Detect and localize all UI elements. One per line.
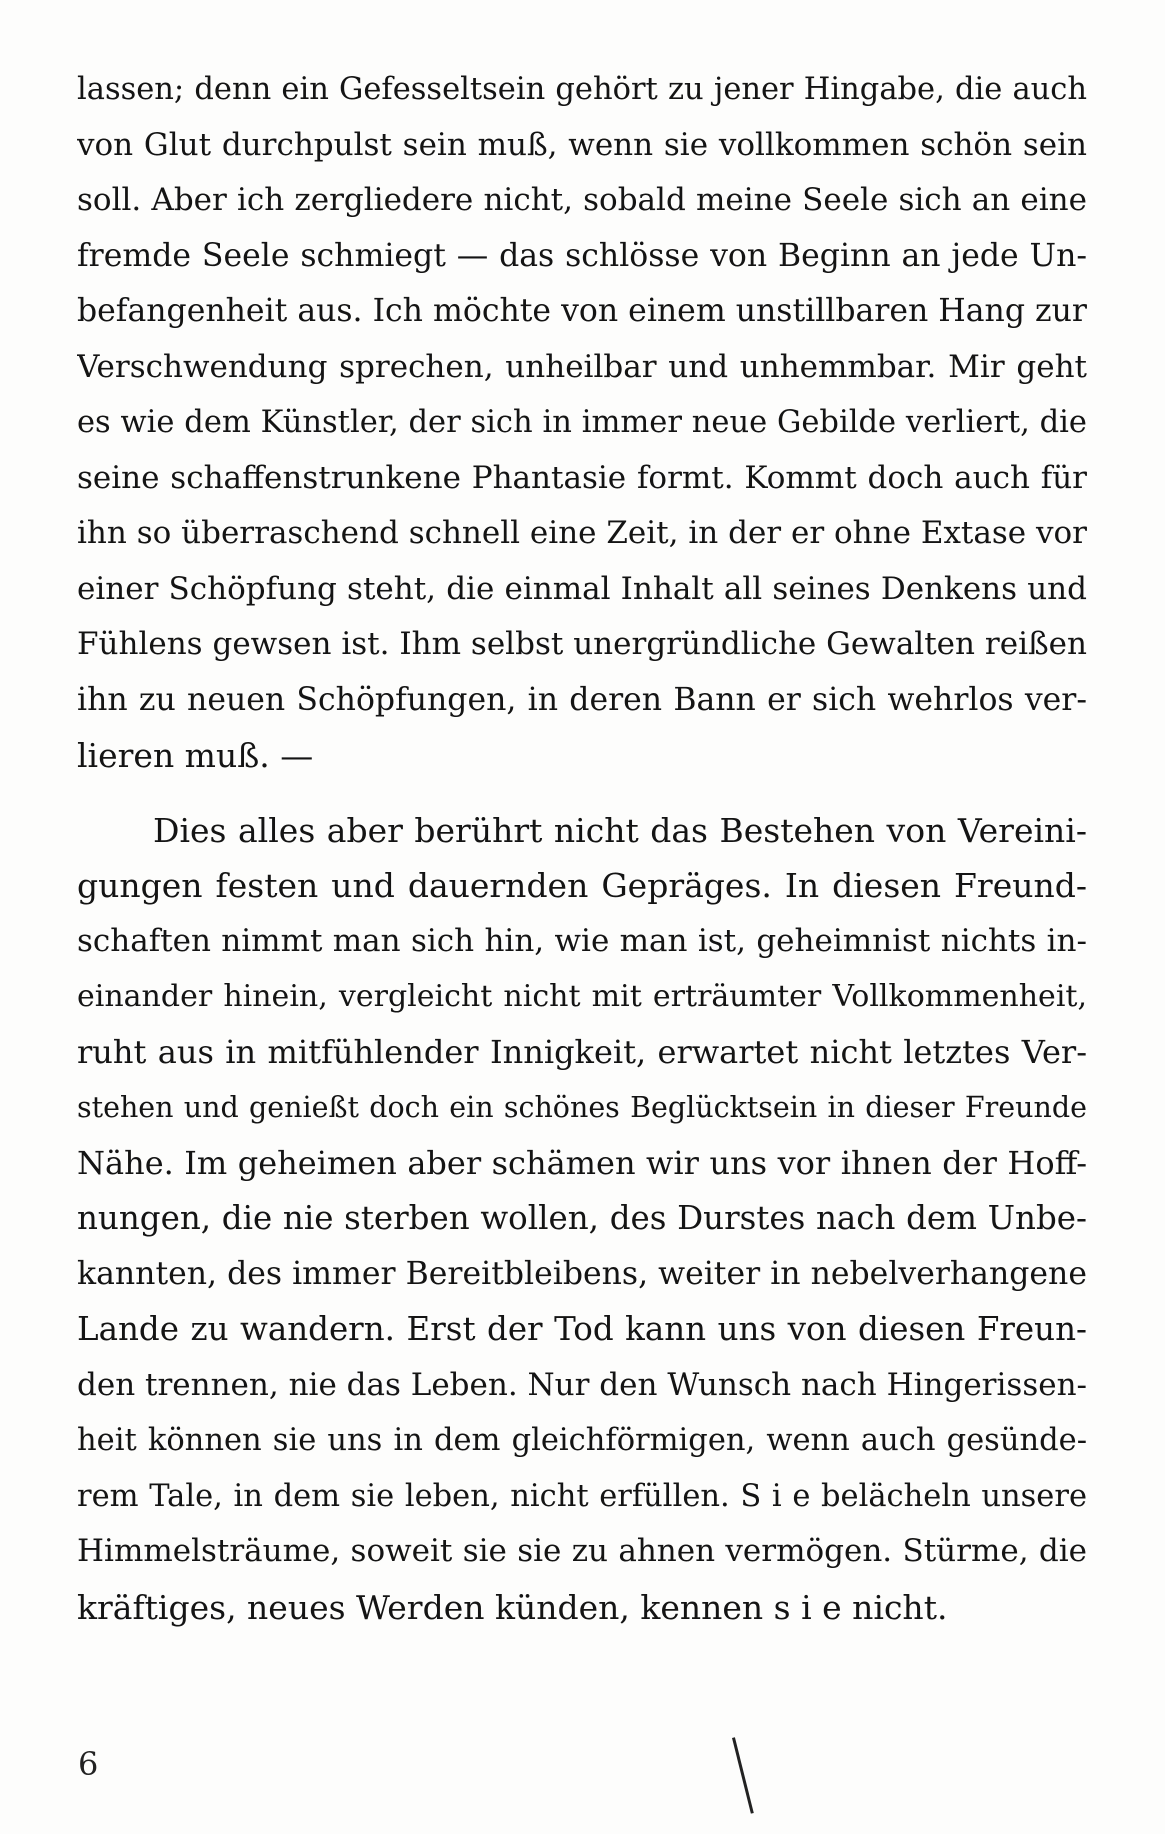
text-line: Nähe. Im geheimen aber schämen wir uns vor ihnen der Hoff- (77, 1143, 1087, 1182)
text-line: fremde Seele schmiegt — das schlösse von Beginn an jede Un- (77, 237, 1087, 274)
pencil-mark (732, 1737, 754, 1813)
text-line: soll. Aber ich zergliedere nicht, sobald meine Seele sich an eine (77, 182, 1087, 218)
text-line: Himmelsträume, soweit sie sie zu ahnen vermögen. Stürme, die (77, 1533, 1087, 1569)
text-line: lieren muß. — (77, 736, 314, 775)
text-line: schaften nimmt man sich hin, wie man ist, geheimnist nichts in- (77, 922, 1087, 959)
text-line: den trennen, nie das Leben. Nur den Wunsch nach Hingerissen- (77, 1366, 1087, 1403)
text-line: kannten, des immer Bereitbleibens, weiter in nebelverhangene (77, 1255, 1087, 1292)
text-line: nungen, die nie sterben wollen, des Durstes nach dem Unbe- (77, 1199, 1087, 1237)
text-line: es wie dem Künstler, der sich in immer neue Gebilde verliert, die (77, 405, 1087, 440)
text-line: seine schaffenstrunkene Phantasie formt. Kommt doch auch für (77, 459, 1087, 496)
text-line: Dies alles aber berührt nicht das Bestehen von Vereini- (153, 810, 1087, 850)
text-line: gungen festen und dauernden Gepräges. In diesen Freund- (77, 866, 1087, 905)
text-line: befangenheit aus. Ich möchte von einem unstillbaren Hang zur (77, 293, 1087, 329)
text-line: Fühlens gewsen ist. Ihm selbst unergründliche Gewalten reißen (77, 626, 1087, 662)
text-line: ihn zu neuen Schöpfungen, in deren Bann er sich wehrlos ver- (77, 681, 1087, 718)
text-line: stehen und genießt doch ein schönes Beglücktsein in dieser Freunde (77, 1091, 1087, 1124)
text-line: einander hinein, vergleicht nicht mit erträumter Vollkommenheit, (77, 979, 1087, 1014)
page-number: 6 (78, 1745, 99, 1783)
paragraph-gap (77, 784, 1087, 803)
text-line: einer Schöpfung steht, die einmal Inhalt all seines Denkens und (77, 570, 1087, 607)
text-line: kräftiges, neues Werden künden, kennen s i e nicht. (77, 1587, 948, 1627)
text-line: ruht aus in mitfühlender Innigkeit, erwartet nicht letztes Ver- (77, 1032, 1087, 1071)
paragraph-2 (77, 803, 1087, 1636)
text-line: rem Tale, in dem sie leben, nicht erfüllen. S i e belächeln unsere (77, 1478, 1087, 1514)
text-line: Lande zu wandern. Erst der Tod kann uns von diesen Freun- (77, 1310, 1087, 1348)
paragraph-1 (77, 62, 1087, 784)
text-line: von Glut durchpulst sein muß, wenn sie vollkommen schön sein (77, 126, 1087, 163)
text-line: lassen; denn ein Gefesseltsein gehört zu jener Hingabe, die auch (77, 72, 1087, 107)
text-line: ihn so überraschend schnell eine Zeit, in der er ohne Extase vor (77, 515, 1087, 551)
text-line: Verschwendung sprechen, unheilbar und unhemmbar. Mir geht (77, 348, 1087, 385)
text-line: heit können sie uns in dem gleichförmigen, wenn auch gesünde- (77, 1423, 1087, 1458)
body-text (77, 62, 1087, 1635)
